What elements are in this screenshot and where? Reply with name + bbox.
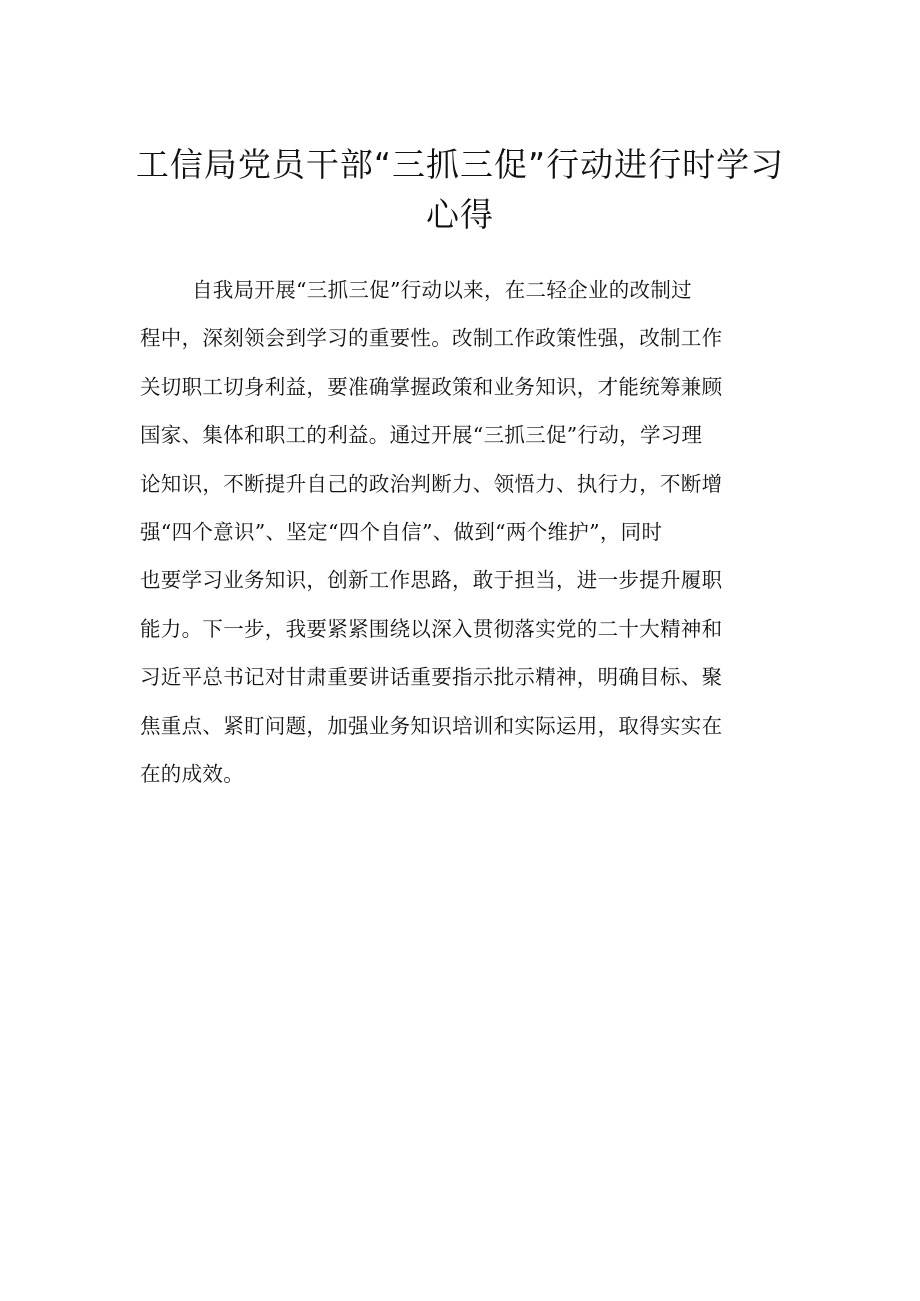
body-line-1: 自我局开展“三抓三促”行动以来，在二轻企业的改制过 (192, 278, 692, 302)
body-line-4: 国家、集体和职工的利益。通过开展“三抓三促”行动，学习理 (140, 423, 703, 448)
document-title (132, 140, 788, 240)
body-line-9: 习近平总书记对甘肃重要讲话重要指示批示精神，明确目标、聚 (140, 665, 723, 690)
body-line-3: 关切职工切身利益，要准确掌握政策和业务知识，才能统筹兼顾 (140, 374, 723, 399)
body-line-6: 强“四个意识”、坚定“四个自信”、做到“两个维护”，同时 (140, 520, 663, 545)
body-line-7: 也要学习业务知识，创新工作思路，敢于担当，进一步提升履职 (140, 568, 723, 593)
body-line-2: 程中，深刻领会到学习的重要性。改制工作政策性强，改制工作 (140, 326, 723, 351)
title-line-1: 工信局党员干部“三抓三促”行动进行时学习 (135, 145, 785, 184)
body-line-10: 焦重点、紧盯问题，加强业务知识培训和实际运用，取得实实在 (140, 713, 723, 738)
body-line-5: 论知识，不断提升自己的政治判断力、领悟力、执行力，不断增 (140, 471, 723, 496)
document-body (140, 266, 782, 798)
title-line-2: 心得 (426, 195, 494, 234)
body-line-8: 能力。下一步，我要紧紧围绕以深入贯彻落实党的二十大精神和 (140, 616, 723, 641)
body-line-11: 在的成效。 (140, 762, 244, 787)
